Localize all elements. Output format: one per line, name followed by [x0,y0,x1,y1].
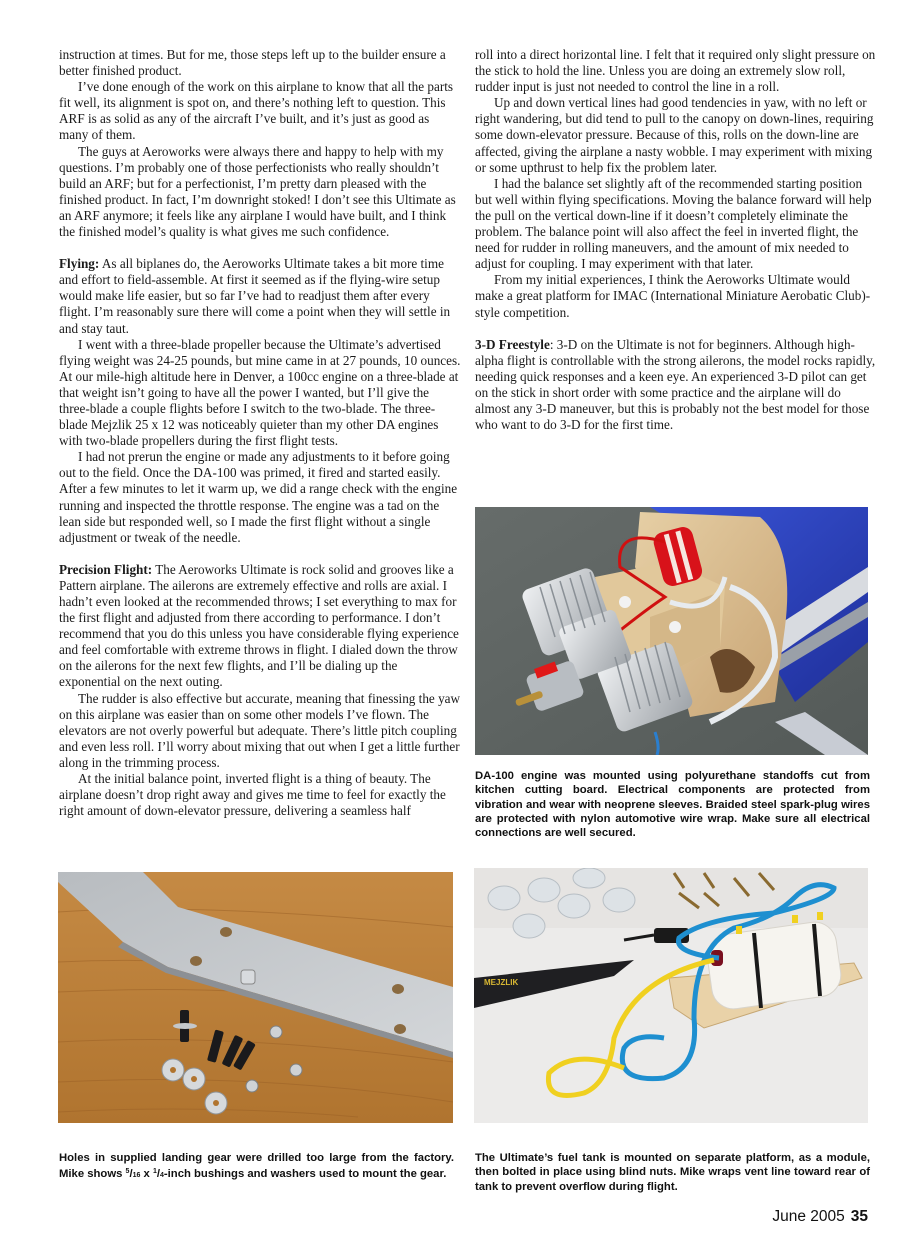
article-left-column [59,47,461,819]
landing-gear-illustration [58,872,453,1123]
landing-gear-photo [58,872,453,1123]
engine-photo-caption: DA-100 engine was mounted using polyurethane standoffs cut from kitchen cutting board. Electrical components are protected from vibration and wear with neoprene sleeves. Braided steel spark-plug wires are protected with nylon automotive wire wrap. Make sure all electrical connections are well secured. [475,770,870,840]
fuel-tank-photo [474,868,868,1123]
section-heading-3d-freestyle: 3-D Freestyle [475,336,550,352]
paragraph: I’ve done enough of the work on this airplane to know that all the parts fit well, its alignment is spot on, and there’s nothing left to question. This ARF is as solid as any of the aircraft I’ve built, and it’s just as good as many of them. [59,79,454,143]
caption-text: Holes in supplied landing gear were drilled too large from the factory. Mike shows [59,1152,454,1181]
paragraph-text: As all biplanes do, the Aeroworks Ultimate takes a bit more time and effort to field-assemble. At first it seemed as if the flying-wire setup would make life easier, but so far I’ve had to readjust them after every flight. I’m reasonably sure there will come a point when they will settle in and stay taut. [59,256,451,336]
paragraph: The rudder is also effective but accurate, meaning that finessing the yaw on this airplane was easier than on some other models I’ve flown. The elevators are not overly powerful but adequate. There’s little pitch coupling and even less roll. I’ll worry about mixing that out when I get a little further along in the trimming process. [59,690,461,770]
paragraph-text: The Aeroworks Ultimate is rock solid and grooves like a Pattern airplane. The ailerons are extremely effective and rolls are axial. I hadn’t even looked at the recommended throws; I set everything to max for the first flight and adjusted from there according to performance. I don’t recommend that you do this unless you have considerable flying experience and feel comfortable with extreme throws in flight. I dialed down the throw on the ailerons for the next few flights, and I’ll be dialing up the exponential on the next outing. [59,561,459,690]
fuel-tank-illustration [474,868,868,1123]
section-heading-precision-flight: Precision Flight: [59,561,153,577]
section-3d-freestyle [475,337,877,434]
paragraph: Up and down vertical lines had good tendencies in yaw, with no left or right wandering, but did tend to pull to the canopy on down-lines, requiring some down-elevator pressure. Because of this, rolls on the down-line are affected, giving the airplane a nasty wobble. I may experiment with mixing or some upthrust to help fix the problem later. [475,95,874,175]
fraction-denominator: 4 [160,1172,164,1180]
paragraph: At the initial balance point, inverted flight is a thing of beauty. The airplane doesn’t drop right away and gives me time to feel for exactly the right amount of down-elevator pressure, delivering a seamless half [59,771,446,819]
page-number: 35 [850,1208,868,1225]
fraction-denominator: 16 [132,1172,141,1180]
caption-text: -inch bushings and washers used to mount the gear. [163,1168,447,1181]
fuel-tank-photo-caption: The Ultimate’s fuel tank is mounted on separate platform, as a module, then bolted in place using blind nuts. Mike wraps vent line toward rear of tank to prevent overflow during flight. [475,1152,870,1193]
engine-illustration [475,507,868,755]
fraction-numerator: 1 [152,1168,157,1176]
paragraph: I had not prerun the engine or made any adjustments to it before going out to the field. Once the DA-100 was primed, it fired and started easily. After a few minutes to let it warm up, we did a range check with the engine running and inspected the throttle response. The engine was a tad on the lean side but responded well, so I made the first flight without a single adjustment or tweak of the needle. [59,449,458,545]
paragraph-text: : 3-D on the Ultimate is not for beginners. Although high-alpha flight is controllable with the strong ailerons, the model rocks rapidly, needing quick responses and a keen eye. An experienced 3-D pilot can get on the stick in short order with some practice and the airplane will do almost any 3-D maneuver, but this is probably not the best model for those who want to do 3-D for the first time. [475,336,876,433]
propeller-label: MEJZLIK [484,978,519,987]
engine-photo [475,507,868,755]
paragraph: I went with a three-blade propeller because the Ultimate’s advertised flying weight was 24-25 pounds, but mine came in at 27 pounds, 10 ounces. At our mile-high altitude here in Denver, a 100cc engine on a three-blade at that weight isn’t going to have all the power I wanted, but I’ll give the three-blade a couple flights before I switch to the two-blade. The three-blade Mejzlik 25 x 12 was noticeably quieter than my other DA engines with two-blade propellers during the first flight tests. [59,336,461,449]
paragraph: roll into a direct horizontal line. I felt that it required only slight pressure on the stick to hold the line. Unless you are doing an extremely slow roll, rudder input is just not needed to control the line in a roll. [475,47,876,95]
article-right-column [475,47,877,433]
section-precision-flight [59,562,461,691]
paragraph: The guys at Aeroworks were always there and happy to help with my questions. I’m probably one of those perfectionists who really shouldn’t build an ARF; but for a perfectionist, I’m pretty darn pleased with the finished product. In fact, I’m downright stoked! I don’t see this Ultimate as an ARF anymore; it feels like any airplane I would have built, and I think the finished model’s quality is what gives me such confidence. [59,143,456,240]
landing-gear-photo-caption: Holes in supplied landing gear were drilled too large from the factory. Mike shows $^5$/16 x $^1$/4-inch bushings and washers used to mount the gear. [59,1152,454,1181]
paragraph: From my initial experiences, I think the Aeroworks Ultimate would make a great platform for IMAC (International Miniature Aerobatic Club)-style competition. [475,272,871,320]
issue-date: June 2005 [772,1208,845,1225]
section-flying [59,256,461,336]
caption-text: x [140,1168,153,1181]
paragraph: I had the balance set slightly aft of the recommended starting position but well within flying specifications. Moving the balance forward will help the pull on the vertical down-line if it doesn’t completely eliminate the problem. The balance point will also affect the feel in inverted flight, the need for rudder in rolling maneuvers, and the amount of mix needed to adjust for coupling. I may experiment with that later. [475,175,872,272]
section-heading-flying: Flying: [59,256,100,272]
page-footer [772,1208,868,1226]
fraction-numerator: 5 [125,1168,130,1176]
paragraph: instruction at times. But for me, those steps left up to the builder ensure a better finished product. [59,47,446,79]
